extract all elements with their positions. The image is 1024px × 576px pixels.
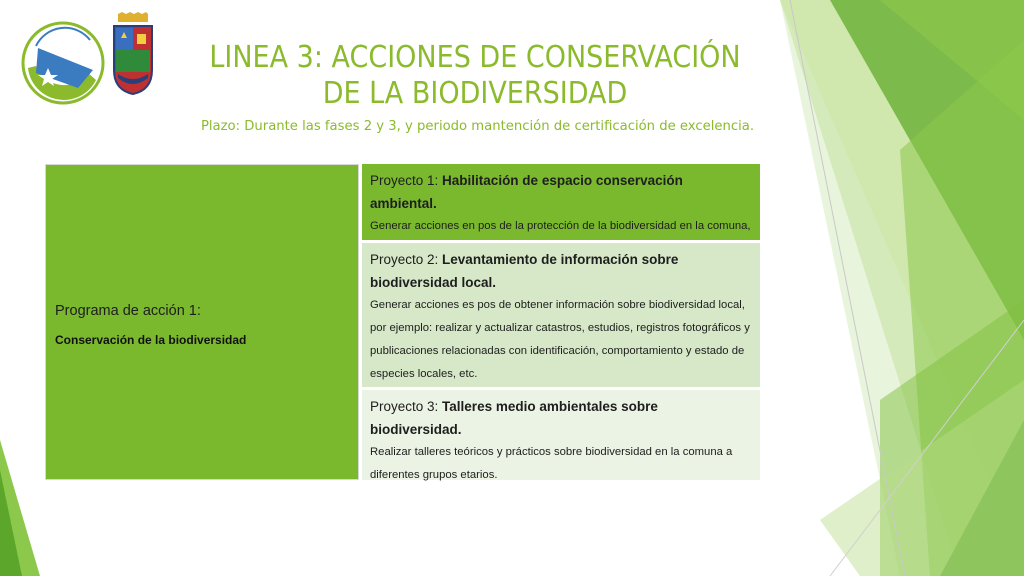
project-cell-1 (362, 164, 760, 240)
project-heading (370, 248, 752, 294)
municipal-shield-logo (110, 12, 156, 96)
project-description: Generar acciones es pos de obtener información sobre biodiversidad local, por ejemplo: realizar y actualizar catastros, estudios, registros fotográficos y publicaciones relacionadas con identificación, comportamiento y estado de especies locales, etc. (370, 299, 750, 380)
project-heading (370, 395, 752, 441)
program-label: Programa de acción 1: (55, 303, 201, 319)
project-description: Generar acciones en pos de la protección de la biodiversidad en la comuna, (370, 220, 751, 232)
project-cell-2 (362, 243, 760, 387)
project-title: Habilitación de espacio conservación ambiental. (370, 173, 683, 211)
project-prefix: Proyecto 1: (370, 173, 443, 188)
certification-logo (18, 18, 108, 108)
page-title: LINEA 3: ACCIONES DE CONSERVACIÓN DE LA BIODIVERSIDAD (209, 40, 741, 111)
program-name: Conservación de la biodiversidad (55, 333, 247, 347)
project-cell-3 (362, 390, 760, 480)
program-cell (45, 164, 359, 480)
page-subtitle: Plazo: Durante las fases 2 y 3, y periodo mantención de certificación de excelencia. (200, 119, 755, 134)
project-prefix: Proyecto 2: (370, 252, 443, 267)
action-table (45, 164, 760, 480)
project-title: Levantamiento de información sobre biodiversidad local. (370, 252, 679, 290)
project-title: Talleres medio ambientales sobre biodiversidad. (370, 399, 658, 437)
project-heading (370, 169, 752, 215)
project-description: Realizar talleres teóricos y prácticos sobre biodiversidad en la comuna a diferentes grupos etarios. (370, 446, 733, 481)
project-prefix: Proyecto 3: (370, 399, 443, 414)
